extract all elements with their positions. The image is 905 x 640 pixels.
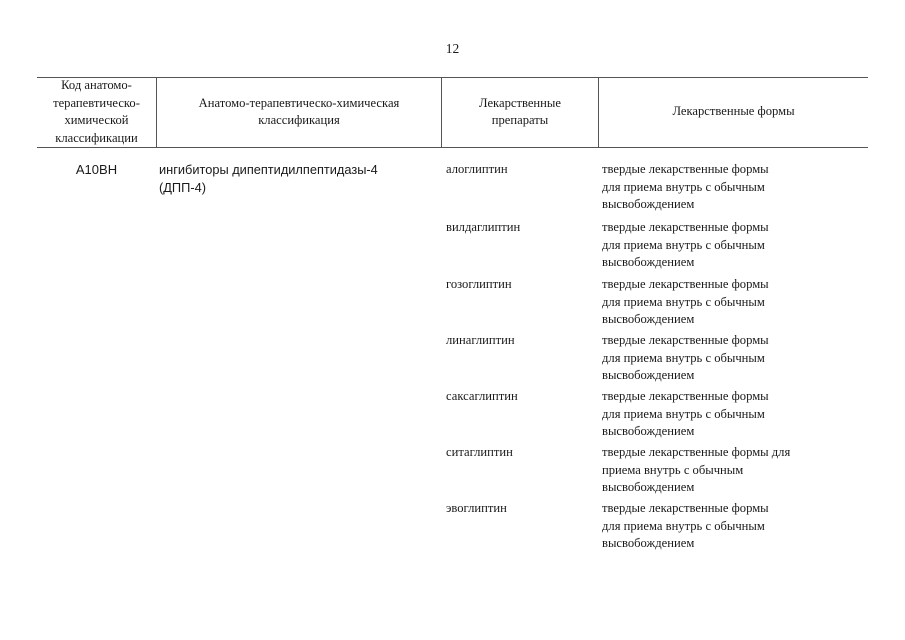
table-row	[0, 332, 905, 388]
dosage-form-line: высвобождением	[602, 312, 695, 326]
table-header-bottom-border	[37, 147, 868, 148]
table-row	[0, 444, 905, 500]
dosage-form-line: высвобождением	[602, 424, 695, 438]
dosage-form-line: твердые лекарственные формы	[602, 501, 769, 515]
dosage-form-line: для приема внутрь с обычным	[602, 350, 765, 365]
dosage-form-line: твердые лекарственные формы	[602, 333, 769, 347]
dosage-form-line: высвобождением	[602, 368, 695, 382]
drug-name: саксаглиптин	[446, 389, 518, 403]
header-atc-code	[37, 77, 156, 147]
dosage-form-line: высвобождением	[602, 197, 695, 211]
header-line: препараты	[491, 113, 549, 127]
header-line: Лекарственные	[479, 95, 561, 110]
page-number: 12	[445, 41, 460, 56]
header-line: Код анатомо-	[61, 78, 132, 92]
dosage-form-line: для приема внутрь с обычным	[602, 406, 765, 421]
drug-name: гозоглиптин	[446, 277, 512, 291]
dosage-form	[602, 500, 842, 553]
dosage-form-line: высвобождением	[602, 480, 695, 494]
header-atc-classification	[157, 77, 441, 147]
dosage-form	[602, 444, 842, 497]
table-row	[0, 500, 905, 556]
dosage-form	[602, 388, 842, 441]
dosage-form-line: твердые лекарственные формы	[602, 162, 769, 176]
dosage-form	[602, 332, 842, 385]
header-line: классификация	[258, 113, 340, 127]
dosage-form-line: приема внутрь с обычным	[602, 462, 744, 477]
dosage-form	[602, 161, 842, 214]
dosage-form-line: для приема внутрь с обычным	[602, 294, 765, 309]
dosage-form-line: твердые лекарственные формы	[602, 220, 769, 234]
dosage-form-line: для приема внутрь с обычным	[602, 518, 765, 533]
dosage-form-line: для приема внутрь с обычным	[602, 237, 765, 252]
table-row	[0, 388, 905, 444]
drug-name: линаглиптин	[446, 333, 515, 347]
drug-name: вилдаглиптин	[446, 220, 521, 234]
classification-line: (ДПП-4)	[159, 179, 206, 195]
dosage-form-line: высвобождением	[602, 255, 695, 269]
dosage-form-line: высвобождением	[602, 536, 695, 550]
header-line: Лекарственные формы	[672, 104, 795, 119]
header-dosage-forms	[599, 77, 868, 147]
dosage-form-line: твердые лекарственные формы	[602, 277, 769, 291]
dosage-form	[602, 276, 842, 329]
drug-name: эвоглиптин	[446, 501, 507, 515]
header-line: терапевтическо-	[53, 95, 140, 110]
table-row	[0, 219, 905, 275]
drug-name: ситаглиптин	[446, 445, 513, 459]
header-line: Анатомо-терапевтическо-химическая	[198, 95, 400, 110]
atc-code: A10BH	[75, 162, 118, 177]
dosage-form	[602, 219, 842, 272]
dosage-form-line: твердые лекарственные формы	[602, 389, 769, 403]
drug-name: алоглиптин	[446, 162, 508, 176]
classification-line: ингибиторы дипептидилпептидазы-4	[159, 162, 378, 177]
header-line: классификации	[55, 130, 138, 145]
header-line: химической	[64, 113, 129, 127]
dosage-form-line: для приема внутрь с обычным	[602, 179, 765, 194]
table-row	[0, 276, 905, 332]
table-row	[0, 161, 905, 217]
dosage-form-line: твердые лекарственные формы для	[602, 445, 791, 459]
header-drugs	[442, 77, 598, 147]
